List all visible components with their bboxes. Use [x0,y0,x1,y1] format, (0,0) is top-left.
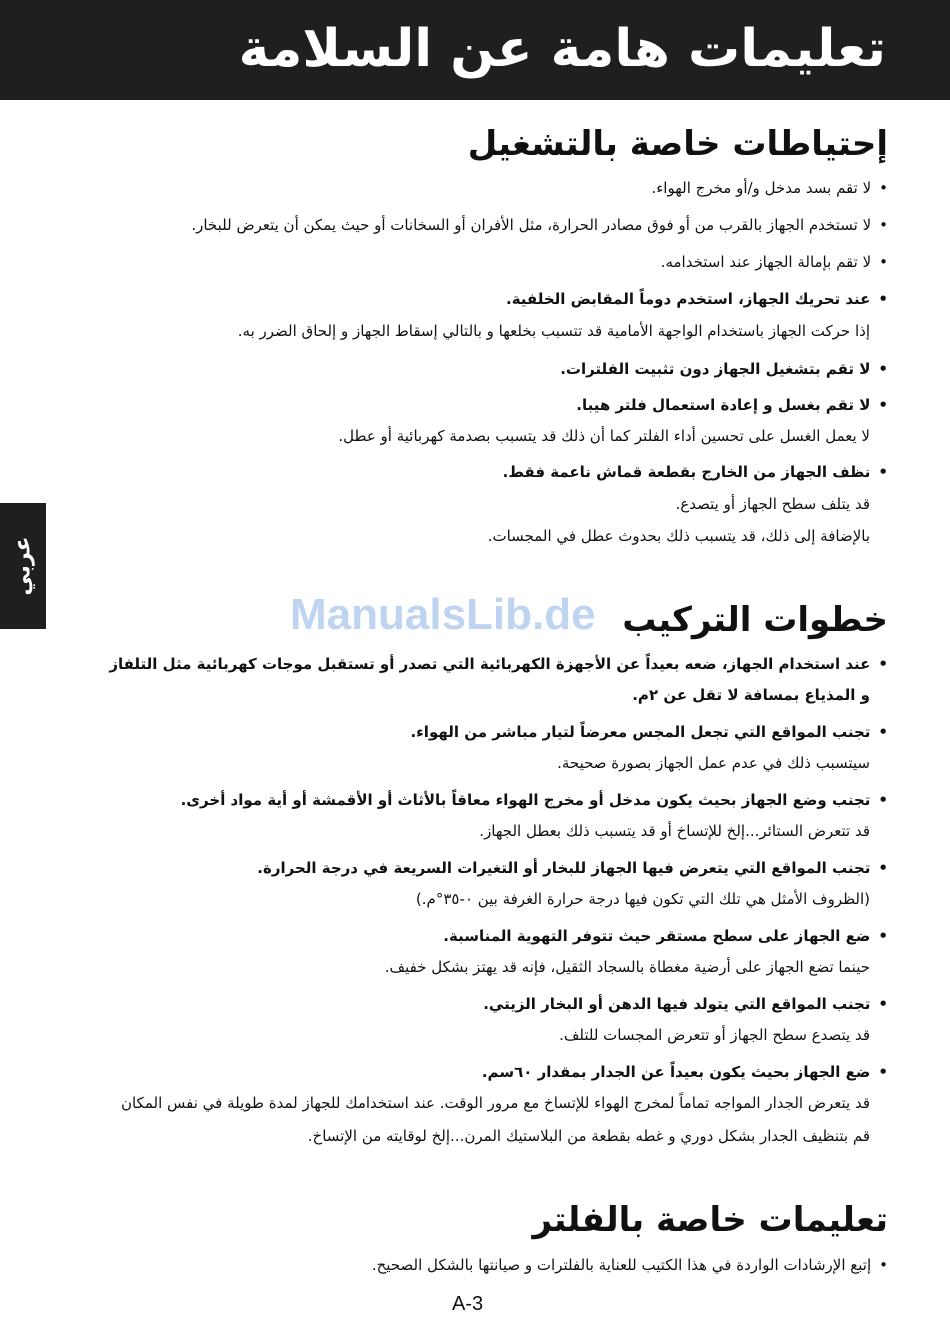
section-heading-installation: خطوات التركيب [622,600,888,640]
list-item-note: سيتسبب ذلك في عدم عمل الجهاز بصورة صحيحة. [557,754,870,772]
list-item: •إتبع الإرشادات الواردة في هذا الكتيب للعناية بالفلترات و صيانتها بالشكل الصحيح. [371,1256,888,1274]
list-item: •عند تحريك الجهاز، استخدم دوماً المقابض الخلفية. [506,290,888,308]
header-bar [0,0,950,100]
list-item: •لا تقم بتشغيل الجهاز دون تثبيت الفلترات. [560,360,888,378]
section-heading-operation: إحتياطات خاصة بالتشغيل [467,124,888,164]
page-number: A-3 [452,1293,484,1315]
list-item: •تجنب وضع الجهاز بحيث يكون مدخل أو مخرج الهواء معاقاً بالأثاث أو الأقمشة أو أية مواد أخرى. [180,791,888,809]
language-side-tab [0,503,46,629]
list-item-note: بالإضافة إلى ذلك، قد يتسبب ذلك بحدوث عطل في المجسات. [487,527,870,545]
list-item: •نظف الجهاز من الخارج بقطعة قماش ناعمة فقط. [502,463,888,481]
list-item-note: حينما تضع الجهاز على أرضية مغطاة بالسجاد الثقيل، فإنه قد يهتز بشكل خفيف. [384,958,870,976]
list-item-note: قد يتلف سطح الجهاز أو يتصدع. [675,495,870,513]
list-item: •ضع الجهاز بحيث يكون بعيداً عن الجدار بمقدار ٦٠سم. [481,1063,888,1081]
list-item-continuation: و المذياع بمسافة لا تقل عن ٢م. [632,686,870,704]
list-item: •عند استخدام الجهاز، ضعه بعيداً عن الأجهزة الكهربائية التي تصدر أو تستقبل موجات كهربائية مثل التلفاز [109,655,888,673]
list-item-note: قد يتصدع سطح الجهاز أو تتعرض المجسات للتلف. [559,1026,870,1044]
list-item-note: قم بتنظيف الجدار بشكل دوري و غطه بقطعة من البلاستيك المرن...إلخ لوقايته من الإتساخ. [307,1127,870,1145]
list-item: •لا تستخدم الجهاز بالقرب من أو فوق مصادر الحرارة، مثل الأفران أو السخانات أو حيث يمكن أن يتعرض للبخار. [191,216,888,234]
list-item: •لا تقم بسد مدخل و/أو مخرج الهواء. [651,179,888,197]
list-item: •تجنب المواقع التي تجعل المجس معرضاً لتيار مباشر من الهواء. [410,723,888,741]
list-item-note: قد تتعرض الستائر...إلخ للإتساخ أو قد يتسبب ذلك بعطل الجهاز. [479,822,870,840]
list-item-note: لا يعمل الغسل على تحسين أداء الفلتر كما أن ذلك قد يتسبب بصدمة كهربائية أو عطل. [338,427,870,445]
list-item: •ضع الجهاز على سطح مستقر حيث تتوفر التهوية المناسبة. [443,927,888,945]
page-title: تعليمات هامة عن السلامة [238,19,886,79]
language-tab-label: عربي [10,536,36,596]
section-heading-filter: تعليمات خاصة بالفلتر [532,1200,888,1240]
list-item-note: قد يتعرض الجدار المواجه تماماً لمخرج الهواء للإتساخ مع مرور الوقت. عند استخدامك للجهاز لمدة طويلة في نفس المكان [120,1094,870,1112]
list-item: •لا تقم بإمالة الجهاز عند استخدامه. [660,253,888,271]
list-item-note: (الظروف الأمثل هي تلك التي تكون فيها درجة حرارة الغرفة بين ٠-٣٥°م.) [415,890,870,908]
list-item: •لا تقم بغسل و إعادة استعمال فلتر هيبا. [576,396,888,414]
list-item-note: إذا حركت الجهاز باستخدام الواجهة الأمامية قد تتسبب بخلعها و بالتالي إسقاط الجهاز و إلحاق الضرر به. [237,322,870,340]
watermark: ManualsLib.de [290,590,596,639]
list-item: •تجنب المواقع التي يتولد فيها الدهن أو البخار الزيتي. [483,995,888,1013]
list-item: •تجنب المواقع التي يتعرض فيها الجهاز للبخار أو التغيرات السريعة في درجة الحرارة. [257,859,888,877]
